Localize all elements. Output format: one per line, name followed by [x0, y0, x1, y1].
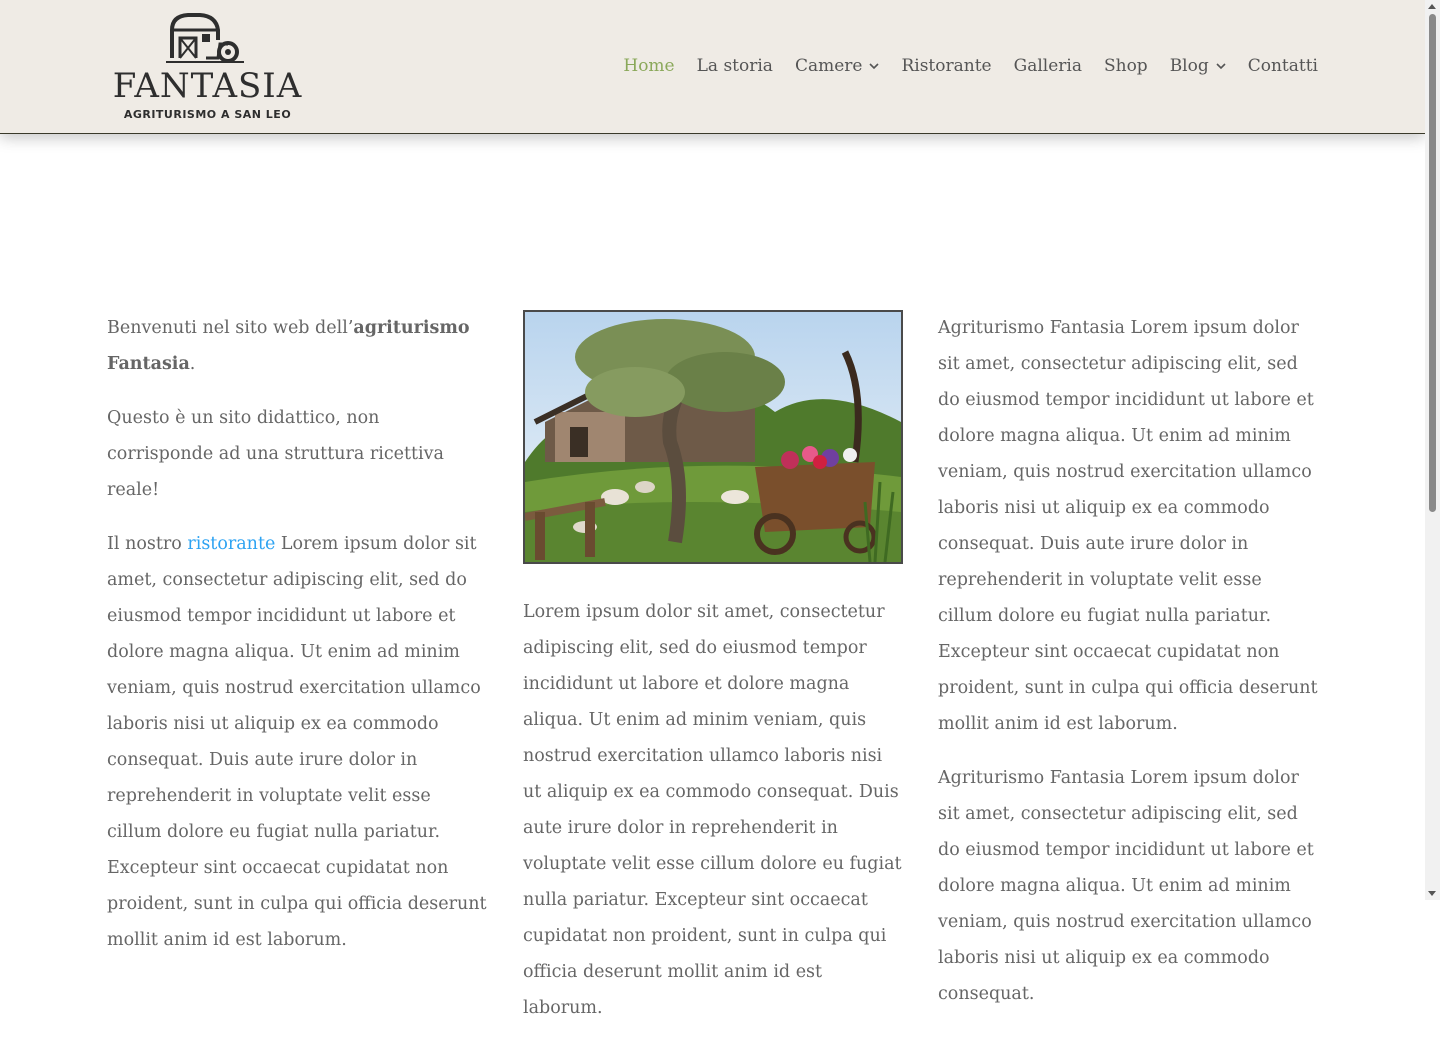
nav-item-galleria[interactable] — [1014, 56, 1082, 76]
ristorante-link[interactable]: ristorante — [187, 534, 276, 554]
restaurant-prefix: Il nostro — [107, 534, 188, 554]
welcome-prefix: Benvenuti nel sito web dell’ — [107, 318, 354, 338]
middle-paragraph: Lorem ipsum dolor sit amet, consectetur adipiscing elit, sed do eiusmod tempor incididunt ut labore et dolore magna aliqua. Ut enim ad minim veniam, quis nostrud exercitation ullamco laboris nisi ut aliquip ex ea commodo consequat. Duis aute irure dolor in reprehenderit in voluptate velit esse cillum dolore eu fugiat nulla pariatur. Excepteur sint occaecat cupidatat non proident, sunt in culpa qui officia deserunt mollit anim id est laborum. — [523, 602, 902, 1018]
brand-logo[interactable] — [110, 12, 305, 124]
nav-label: La storia — [696, 56, 773, 76]
content-column-right — [938, 310, 1318, 1030]
restaurant-text: Lorem ipsum dolor sit amet, consectetur adipiscing elit, sed do eiusmod tempor incididunt ut labore et dolore magna aliqua. Ut enim ad minim veniam, quis nostrud exercitation ullamco laboris nisi ut aliquip ex ea commodo consequat. Duis aute irure dolor in reprehenderit in voluptate velit esse cillum dolore eu fugiat nulla pariatur. Excepteur sint occaecat cupidatat non proident, sunt in culpa qui officia deserunt mollit anim id est laborum. — [107, 534, 487, 950]
site-header — [0, 0, 1425, 134]
nav-label: Blog — [1169, 56, 1209, 76]
nav-item-contatti[interactable] — [1248, 56, 1318, 76]
brand-name: FANTASIA — [112, 66, 303, 106]
nav-item-blog[interactable] — [1170, 56, 1226, 76]
restaurant-paragraph — [107, 526, 487, 958]
barn-tractor-icon — [166, 12, 246, 64]
nav-label: Shop — [1103, 56, 1148, 76]
page-scrollbar[interactable] — [1425, 0, 1440, 900]
nav-label: Contatti — [1247, 56, 1318, 76]
welcome-suffix: . — [189, 354, 196, 374]
chevron-down-icon — [1216, 61, 1226, 71]
nav-item-shop[interactable] — [1104, 56, 1148, 76]
nav-item-home[interactable] — [623, 56, 674, 76]
nav-item-ristorante[interactable] — [901, 56, 991, 76]
right-paragraph-2: Agriturismo Fantasia Lorem ipsum dolor sit amet, consectetur adipiscing elit, sed do eiusmod tempor incididunt ut labore et dolore magna aliqua. Ut enim ad minim veniam, quis nostrud exercitation ullamco laboris nisi ut aliquip ex ea commodo consequat. — [938, 768, 1314, 1004]
disclaimer-text: Questo è un sito didattico, non corrisponde ad una struttura ricettiva reale! — [107, 408, 444, 500]
scroll-up-icon[interactable] — [1428, 4, 1436, 9]
right-paragraph-1: Agriturismo Fantasia Lorem ipsum dolor sit amet, consectetur adipiscing elit, sed do eiusmod tempor incididunt ut labore et dolore magna aliqua. Ut enim ad minim veniam, quis nostrud exercitation ullamco laboris nisi ut aliquip ex ea commodo consequat. Duis aute irure dolor in reprehenderit in voluptate velit esse cillum dolore eu fugiat nulla pariatur. Excepteur sint occaecat cupidatat non proident, sunt in culpa qui officia deserunt mollit anim id est laborum. — [938, 318, 1318, 734]
brand-tagline: AGRITURISMO A SAN LEO — [123, 108, 292, 121]
welcome-bold: agriturismo Fantasia — [107, 318, 470, 374]
nav-label: Home — [623, 56, 675, 76]
nav-item-camere[interactable] — [795, 56, 880, 76]
nav-item-la-storia[interactable] — [697, 56, 773, 76]
nav-label: Camere — [794, 56, 863, 76]
content-column-left — [107, 310, 487, 976]
welcome-text — [107, 310, 487, 382]
scroll-down-icon[interactable] — [1428, 891, 1436, 896]
content-column-middle — [523, 310, 903, 1044]
scroll-thumb[interactable] — [1429, 14, 1436, 512]
main-nav — [601, 56, 1318, 76]
chevron-down-icon — [869, 61, 879, 71]
garden-photo — [523, 310, 903, 564]
nav-label: Galleria — [1013, 56, 1082, 76]
nav-label: Ristorante — [901, 56, 992, 76]
